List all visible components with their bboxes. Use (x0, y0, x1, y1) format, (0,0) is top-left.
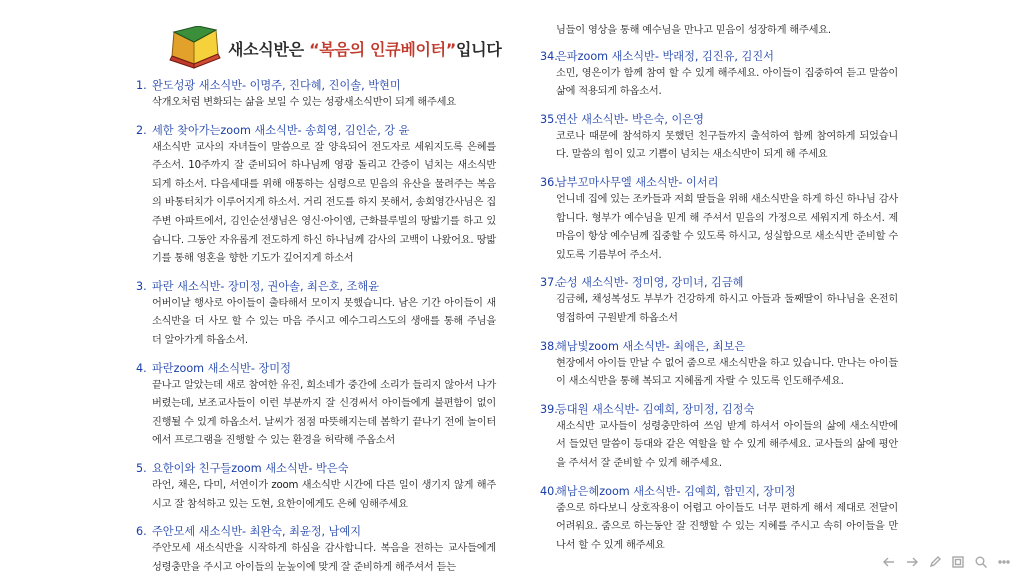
slides-overview-button[interactable] (950, 554, 966, 570)
magnifier-icon (974, 555, 988, 569)
prayer-item-heading (540, 275, 898, 291)
prayer-item-body: 줌으로 하다보니 상호작용이 어렵고 아이들도 너무 편하게 해서 제대로 전달이 어려워요. 줌으로 하는동안 잘 진행할 수 있는 지혜를 주시고 속히 아이들을 만나서 할 수 있게 해주세요 (556, 502, 898, 551)
dots-icon (997, 555, 1011, 569)
prayer-item-heading (540, 484, 898, 500)
pen-icon (928, 555, 942, 569)
prayer-item-body: 코로나 때문에 참석하지 못했던 친구들까지 출석하여 함께 참여하게 되었습니다. 말씀의 힘이 있고 기쁨이 넘치는 새소식반이 되게 해 주세요 (556, 130, 898, 161)
prayer-item-heading (136, 78, 496, 94)
prayer-item (540, 275, 898, 328)
prayer-item-title: 해남빛zoom 새소식반- 최애은, 최보은 (556, 339, 746, 353)
left-column (136, 78, 496, 576)
more-options-button[interactable] (996, 554, 1012, 570)
continued-text: 님들이 영상을 통해 예수님을 만나고 믿음이 성장하게 해주세요. (556, 25, 831, 36)
prayer-item-title: 은파zoom 새소식반- 박래정, 김진유, 김진서 (556, 49, 774, 63)
prayer-item-title: 완도성광 새소식반- 이명주, 진다혜, 진이솔, 박현미 (152, 79, 401, 92)
prayer-item (136, 461, 496, 514)
prayer-item-heading (540, 49, 898, 65)
page-title (228, 37, 501, 60)
slide-viewer-toolbar (881, 554, 1012, 570)
slide-header (168, 26, 501, 70)
prayer-item (540, 402, 898, 474)
pen-tool-button[interactable] (927, 554, 943, 570)
prayer-item-number: 39. (540, 402, 558, 416)
prayer-item-number: 35. (540, 112, 558, 126)
prayer-item-body: 주안모세 새소식반을 시작하게 하심을 감사합니다. 복음을 전하는 교사들에게 성령충만을 주시고 아이들의 눈높이에 맞게 잘 준비하게 해주셔서 듣는 (152, 543, 496, 573)
prayer-item (540, 339, 898, 392)
prayer-item-number: 40. (540, 484, 558, 498)
prayer-item-title: 순성 새소식반- 정미영, 강미녀, 김금혜 (556, 276, 744, 290)
prayer-item-title: 파란zoom 새소식반- 장미정 (152, 361, 291, 375)
prayer-item-heading (136, 461, 496, 477)
prayer-item-number: 1. (136, 79, 147, 92)
prayer-item-number: 34. (540, 49, 558, 63)
prayer-item (136, 361, 496, 451)
prayer-item-heading (136, 279, 496, 295)
prayer-item (136, 78, 496, 113)
prayer-item (136, 279, 496, 351)
prayer-item-title: 연산 새소식반- 박은숙, 이은영 (556, 112, 704, 126)
prayer-item-number: 6. (136, 525, 147, 539)
prayer-item (136, 524, 496, 576)
prayer-item-number: 2. (136, 123, 147, 137)
prayer-item (540, 175, 898, 265)
prayer-item-heading (136, 524, 496, 540)
prayer-item-title: 해남은혜zoom 새소식반- 김예희, 함민지, 장미정 (556, 484, 796, 498)
prayer-item-heading (540, 175, 898, 191)
prayer-item-body: 삭개오처럼 변화되는 삶을 보일 수 있는 성광새소식반이 되게 해주세요 (152, 97, 456, 108)
title-prefix: 새소식반은 (228, 39, 310, 59)
prayer-item-title: 남부꼬마사무엘 새소식반- 이서리 (556, 175, 719, 189)
prayer-item (540, 484, 898, 556)
prayer-item-title: 파란 새소식반- 장미정, 권아솔, 최은호, 조해윤 (152, 279, 380, 293)
prayer-item-heading (136, 361, 496, 377)
prayer-item-heading (540, 402, 898, 418)
zoom-button[interactable] (973, 554, 989, 570)
prayer-item-body: 소민, 영은이가 함께 참여 할 수 있게 해주세요. 아이들이 집중하여 듣고 말씀이 삶에 적용되게 하옵소서. (556, 67, 898, 98)
prayer-item-number: 3. (136, 279, 147, 293)
prayer-item-body: 김금혜, 채성복성도 부부가 건강하게 하시고 아들과 둘째딸이 하나님을 온전히 영접하여 구원받게 하옵소서 (556, 294, 898, 324)
prayer-item-body: 라언, 채은, 다미, 서연이가 zoom 새소식반 시간에 다른 일이 생기지 않게 해주시고 잘 참석하고 있는 도현, 요한이에게도 은혜 임해주세요 (152, 479, 496, 510)
prayer-item-title: 요한이와 친구들zoom 새소식반- 박은숙 (152, 461, 349, 475)
prayer-item-body: 현장에서 아이들 만날 수 없어 줌으로 새소식반을 하고 있습니다. 만나는 아이들이 새소식반을 통해 복되고 지혜롭게 자랄 수 있도록 인도해주세요. (556, 357, 898, 388)
prayer-item (540, 49, 898, 102)
prayer-item-body: 새소식반 교사의 자녀들이 말씀으로 잘 양육되어 전도자로 세워지도록 은혜를 주소서. 10주까지 잘 준비되어 하나님께 영광 돌리고 간증이 넘치는 새소식반 되게 하소서. 다음세대를 위해 애통하는 심령으로 믿음의 유산을 물려주는 복음의 바통터치가 이루어지게 하소서. 거리 전도를 하지 못해서, 송희영간사님은 집주변 아파트에서, 김인순선생님은 영신·아이엠, 근화블루빌의 땅밟기를 하고 있습니다. 그동안 자유롭게 전도하게 하신 하나님께 감사의 고백이 나왔어요. 땅밟기를 통해 영혼을 향한 기도가 깊어지게 하소서 (152, 141, 496, 265)
next-slide-button[interactable] (904, 554, 920, 570)
prayer-item-number: 37. (540, 276, 558, 290)
prayer-item-number: 5. (136, 461, 147, 475)
grid-icon (951, 555, 965, 569)
prayer-item-number: 36. (540, 175, 558, 189)
arrow-right-icon (905, 555, 919, 569)
prayer-item-title: 주안모세 새소식반- 최완숙, 최윤정, 남예지 (152, 525, 362, 539)
prayer-item-heading (540, 339, 898, 355)
prayer-item-body: 새소식반 교사들이 성령충만하여 쓰임 받게 하셔서 아이들의 삶에 새소식반에서 들었던 말씀이 등대와 같은 역할을 할 수 있게 해주세요. 교사들의 삶에 평안을 주셔서 잘 준비할 수 있게 해주세요. (556, 420, 898, 469)
prayer-item-number: 4. (136, 361, 147, 375)
right-column (540, 22, 898, 565)
prayer-item-body: 끝나고 알았는데 새로 참여한 유진, 희소네가 중간에 소리가 들리지 않아서 나가버렸는데, 보조교사들이 이런 부분까지 잘 신경써서 아이들에게 불편함이 없이 진행될 수 있게 하옵소서. 날씨가 점점 따뜻해지는데 봄학기 끝나기 전에 놀이터에서 프로그램을 진행할 수 있는 환경을 허락해 주옵소서 (152, 379, 496, 447)
prayer-item-body: 어버이날 행사로 아이들이 출타해서 모이지 못했습니다. 남은 기간 아이들이 새소식반을 더 사모 할 수 있는 마음 주시고 예수그리스도의 생애를 통해 주님을 더 알아가게 하옵소서. (152, 297, 496, 346)
right-item-list (540, 49, 898, 556)
arrow-left-icon (882, 555, 896, 569)
prayer-item (540, 112, 898, 165)
prayer-item-body: 언니네 집에 있는 조카들과 저희 딸들을 위해 새소식반을 하게 하신 하나님 감사합니다. 형부가 예수님을 믿게 해 주셔서 믿음의 가정으로 세워지게 하소서. 제 마음이 항상 예수님께 집중할 수 있도록 하시고, 성실함으로 새소식반 준비할 수 있도록 기름부어 주소서. (556, 193, 898, 261)
title-highlight: “복음의 인큐베이터” (309, 39, 457, 59)
prev-slide-button[interactable] (881, 554, 897, 570)
prayer-item-heading (540, 112, 898, 128)
prayer-item-heading (136, 123, 496, 139)
prayer-item-title: 등대원 새소식반- 김예희, 장미정, 김정숙 (556, 402, 755, 416)
prayer-item (136, 123, 496, 269)
title-suffix: 입니다 (456, 39, 502, 59)
prayer-item-number: 38. (540, 339, 558, 353)
open-book-icon (168, 26, 222, 70)
prayer-item-title: 세한 찾아가는zoom 새소식반- 송희영, 김인순, 강 윤 (152, 123, 410, 137)
